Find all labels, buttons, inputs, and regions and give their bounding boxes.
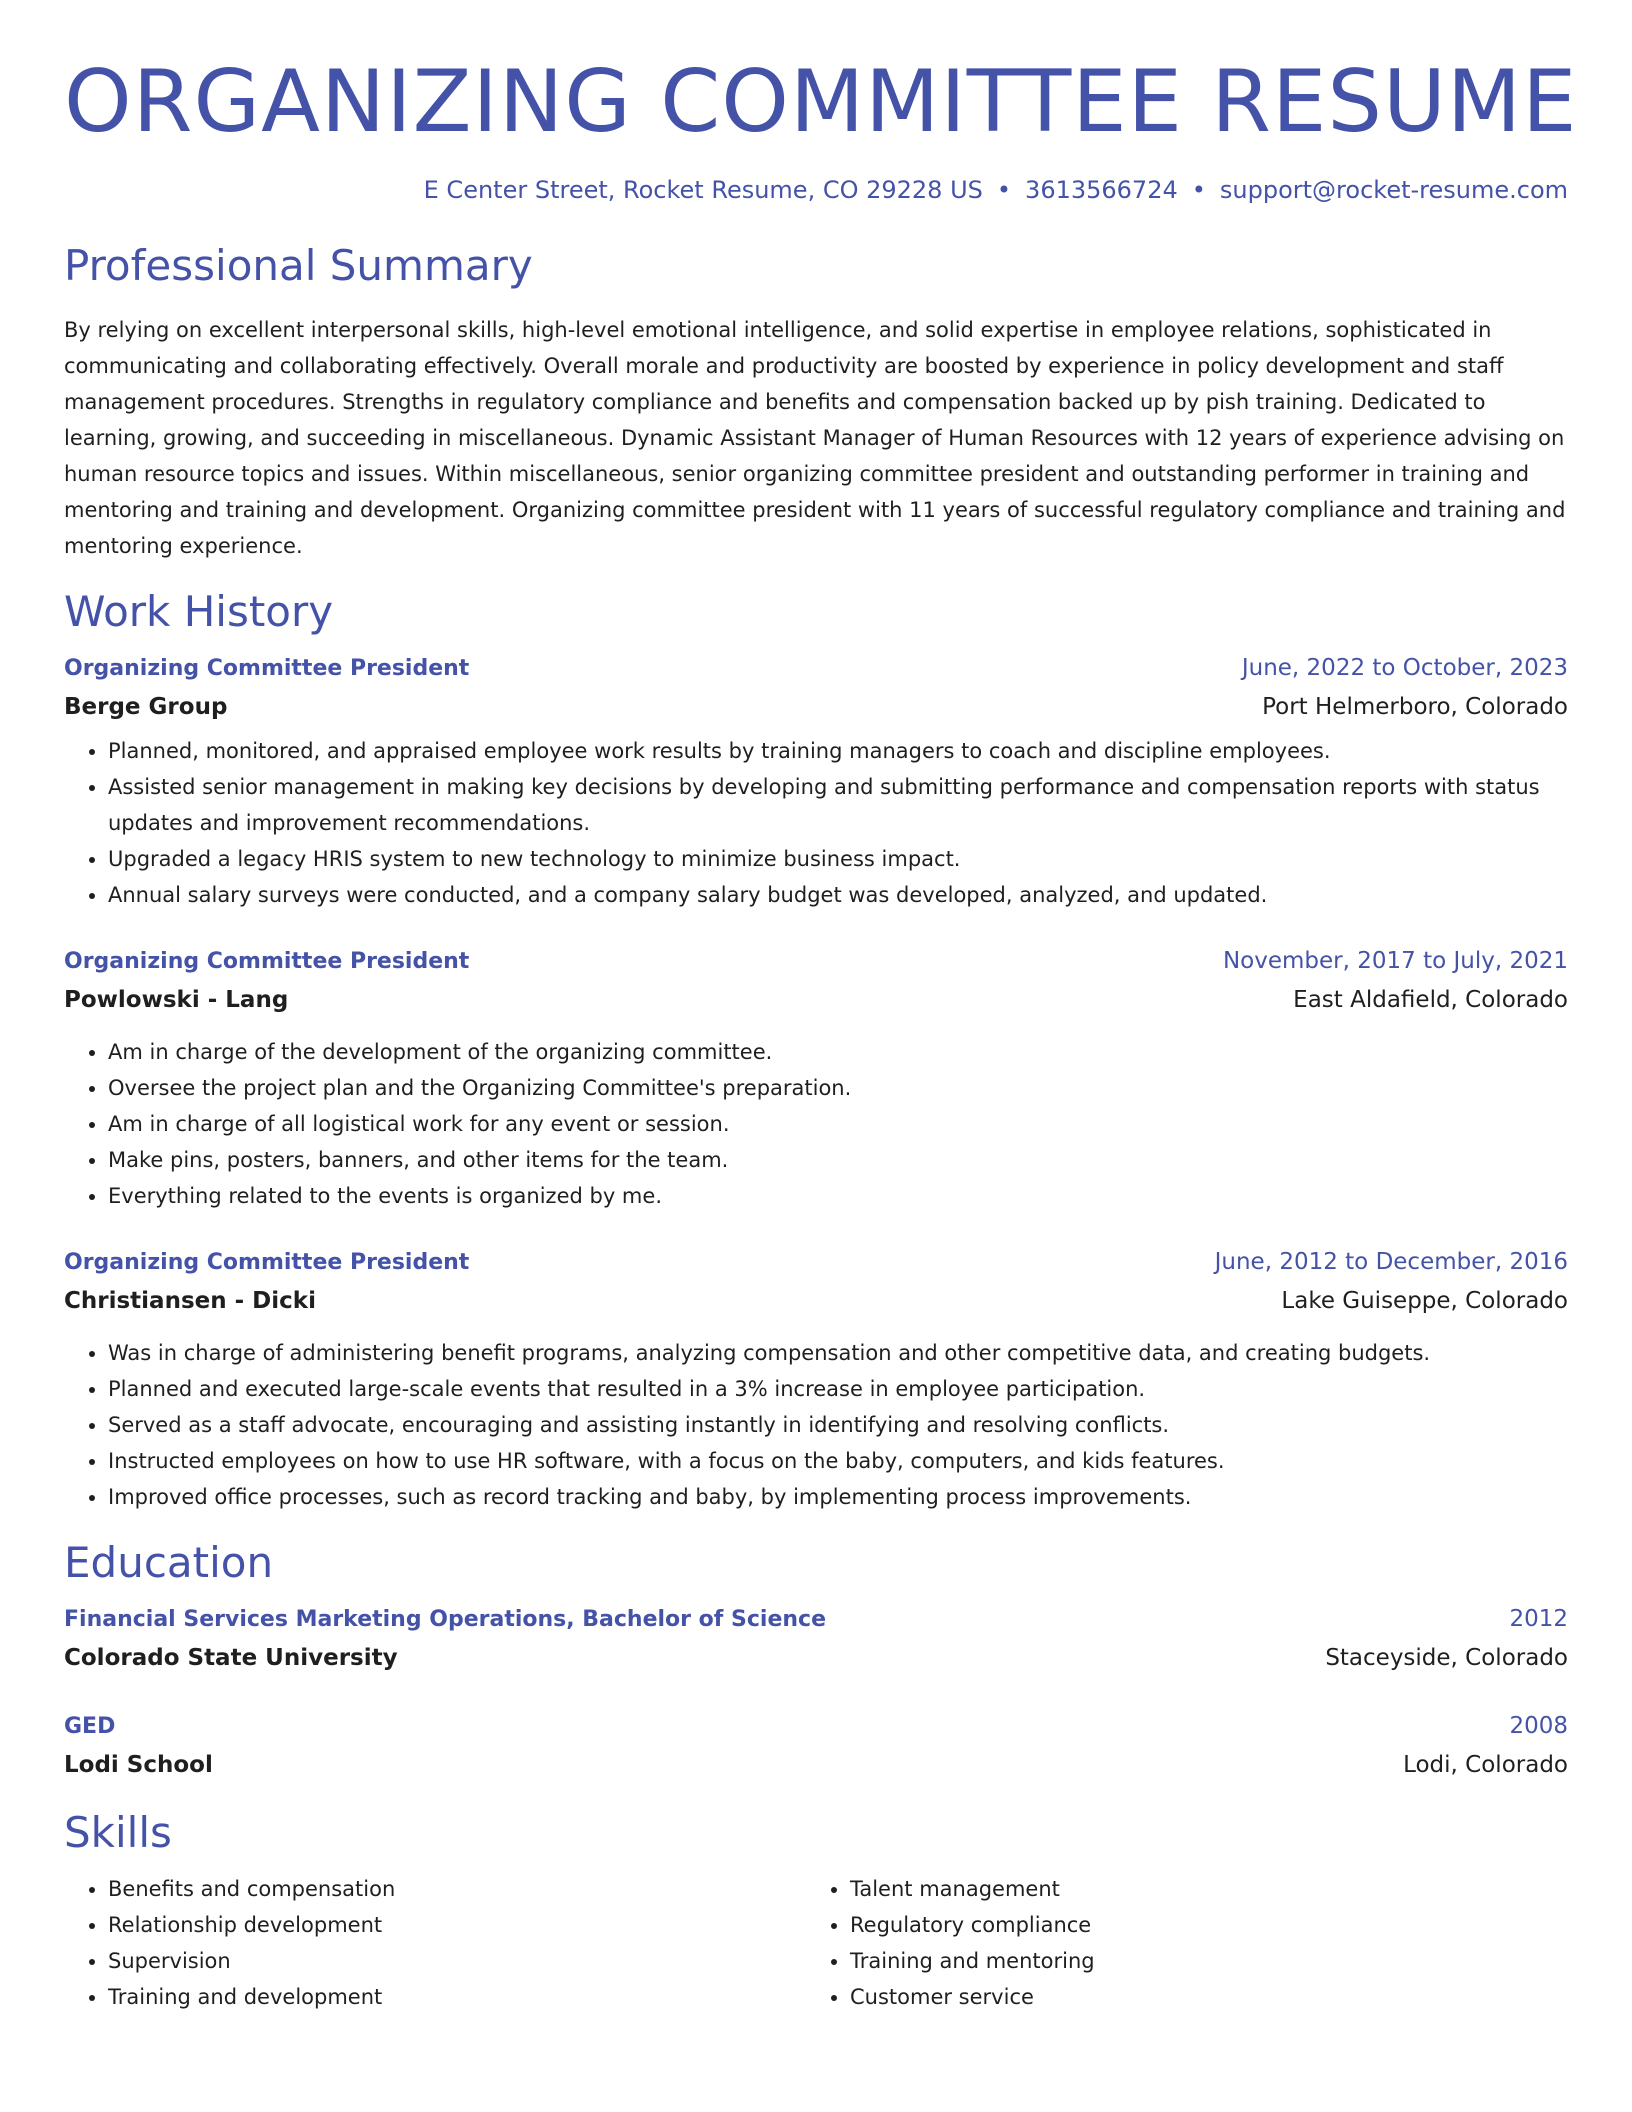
job-bullet: • Oversee the project plan and the Organizing Committee's preparation.: [108, 1070, 1568, 1106]
job-entry: [64, 943, 1568, 1214]
work-history-section: [64, 586, 1568, 1515]
skill-item: • Training and mentoring: [850, 1943, 1548, 1979]
job-company: Powlowski - Lang: [64, 987, 289, 1013]
education-section: [64, 1537, 1568, 1785]
job-entry: [64, 1244, 1568, 1515]
skill-item: • Regulatory compliance: [850, 1907, 1548, 1943]
skills-heading: Skills: [64, 1808, 172, 1857]
education-heading: Education: [64, 1538, 274, 1587]
skills-right-column: [806, 1871, 1548, 2015]
job-bullets: [64, 1335, 1568, 1515]
job-title: Organizing Committee President: [64, 656, 470, 681]
skill-item: • Training and development: [108, 1979, 806, 2015]
skill-item: • Supervision: [108, 1943, 806, 1979]
summary-section: [64, 240, 1568, 564]
job-title: Organizing Committee President: [64, 949, 470, 974]
job-entry: [64, 650, 1568, 913]
skill-item: • Relationship development: [108, 1907, 806, 1943]
education-entry: [64, 1601, 1568, 1678]
education-school: Colorado State University: [64, 1645, 398, 1671]
job-company: Berge Group: [64, 694, 228, 720]
summary-text: By relying on excellent interpersonal skills, high-level emotional intelligence, and solid expertise in employee relations, sophisticated in communicating and collaborating effectively. Overall morale and productivity are boosted by experience in policy development and staff management procedures. Strengths in regulatory compliance and benefits and compensation backed up by pish training. Dedicated to learning, growing, and succeeding in miscellaneous. Dynamic Assistant Manager of Human Resources with 12 years of experience advising on human resource topics and issues. Within miscellaneous, senior organizing committee president and outstanding performer in training and mentoring and training and development. Organizing committee president with 11 years of successful regulatory compliance and training and mentoring experience.: [64, 318, 1566, 558]
resume-page: [64, 0, 1578, 2015]
job-location: Port Helmerboro, Colorado: [1262, 694, 1568, 720]
skills-section: [64, 1807, 1568, 2015]
job-bullet: • Assisted senior management in making key decisions by developing and submitting performance and compensation reports with status updates and improvement recommendations.: [108, 769, 1568, 841]
job-bullet: • Upgraded a legacy HRIS system to new technology to minimize business impact.: [108, 841, 1568, 877]
job-bullet: • Improved office processes, such as record tracking and baby, by implementing process improvements.: [108, 1479, 1568, 1515]
job-location: Lake Guiseppe, Colorado: [1281, 1288, 1568, 1314]
resume-title: ORGANIZING COMMITTEE RESUME: [64, 52, 1578, 152]
job-bullet: • Am in charge of all logistical work for any event or session.: [108, 1106, 1568, 1142]
job-dates: November, 2017 to July, 2021: [1222, 948, 1568, 974]
summary-heading: Professional Summary: [64, 241, 533, 290]
job-bullet: • Was in charge of administering benefit programs, analyzing compensation and other competitive data, and creating budgets.: [108, 1335, 1568, 1371]
contact-address: E Center Street, Rocket Resume, CO 29228 US: [423, 176, 983, 204]
job-location: East Aldafield, Colorado: [1293, 987, 1568, 1013]
job-bullet: • Planned and executed large-scale events that resulted in a 3% increase in employee participation.: [108, 1371, 1568, 1407]
contact-email: support@rocket-resume.com: [1219, 176, 1568, 204]
job-bullet: • Everything related to the events is organized by me.: [108, 1178, 1568, 1214]
education-year: 2012: [1509, 1606, 1568, 1632]
skills-left-column: [64, 1871, 806, 2015]
skills-columns: [64, 1871, 1568, 2015]
education-year: 2008: [1509, 1713, 1568, 1739]
job-company: Christiansen - Dicki: [64, 1288, 316, 1314]
skill-item: • Talent management: [850, 1871, 1548, 1907]
job-bullet: • Planned, monitored, and appraised employee work results by training managers to coach and discipline employees.: [108, 733, 1568, 769]
job-title: Organizing Committee President: [64, 1250, 470, 1275]
job-bullet: • Instructed employees on how to use HR software, with a focus on the baby, computers, and kids features.: [108, 1443, 1568, 1479]
job-bullet: • Am in charge of the development of the organizing committee.: [108, 1034, 1568, 1070]
education-entry: [64, 1708, 1568, 1785]
job-dates: June, 2012 to December, 2016: [1214, 1249, 1568, 1275]
education-location: Lodi, Colorado: [1403, 1752, 1568, 1778]
education-degree: Financial Services Marketing Operations, Bachelor of Science: [64, 1607, 826, 1632]
contact-separator: •: [1191, 176, 1206, 204]
job-dates: June, 2022 to October, 2023: [1241, 655, 1568, 681]
job-bullets: [64, 733, 1568, 913]
education-location: Staceyside, Colorado: [1325, 1645, 1568, 1671]
skill-item: • Customer service: [850, 1979, 1548, 2015]
job-bullet: • Make pins, posters, banners, and other items for the team.: [108, 1142, 1568, 1178]
job-bullet: • Annual salary surveys were conducted, and a company salary budget was developed, analyzed, and updated.: [108, 877, 1568, 913]
skill-item: • Benefits and compensation: [108, 1871, 806, 1907]
education-school: Lodi School: [64, 1752, 213, 1778]
contact-line: [64, 174, 1568, 206]
work-history-heading: Work History: [64, 587, 334, 636]
contact-phone: 3613566724: [1025, 176, 1178, 204]
education-degree: GED: [64, 1714, 116, 1739]
job-bullet: • Served as a staff advocate, encouraging and assisting instantly in identifying and resolving conflicts.: [108, 1407, 1568, 1443]
contact-separator: •: [996, 176, 1012, 204]
job-bullets: [64, 1034, 1568, 1214]
